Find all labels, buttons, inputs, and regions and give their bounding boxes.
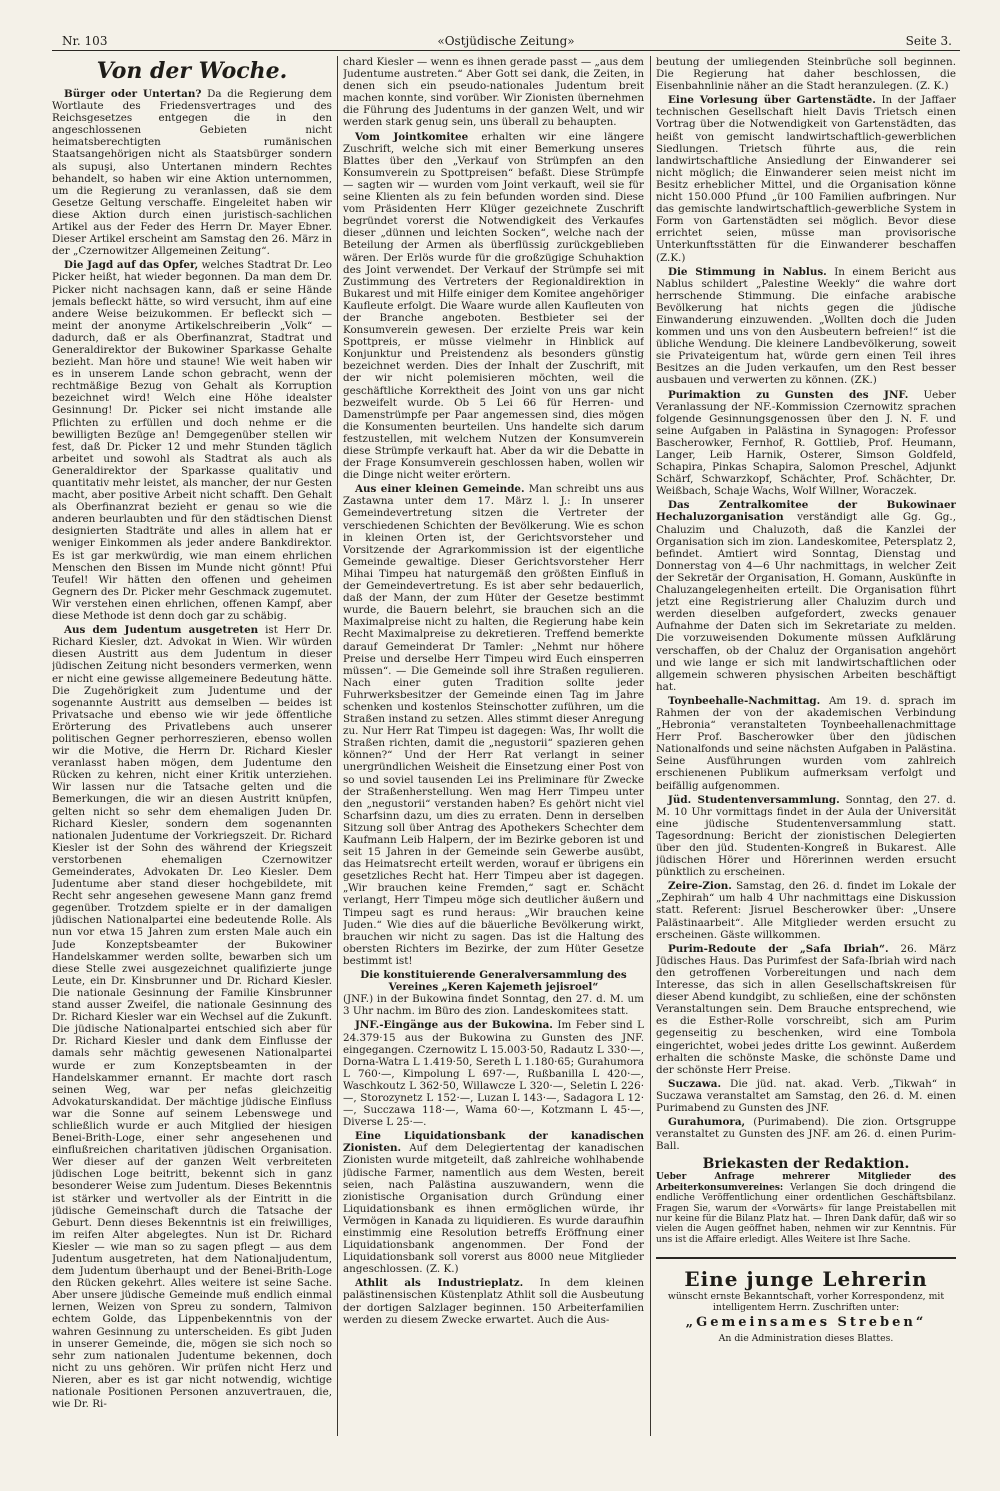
article-body: Sonntag, den 27. d. M. 10 Uhr vormittags findet in der Aula der Universität eine jüdische Studentenversammlung statt. Tagesordnung: Bericht der zionistischen Delegierten über den jüd. Studenten-Kongreß in Bukarest. Alle jüdischen Hörer und Hörerinnen werden ersucht pünktlich zu erscheinen.: [656, 793, 956, 879]
article-body: Ueber Veranlassung der NF.-Kommission Czernowitz sprachen folgende Gesinnungsgenossen über den J. N. F. und seine Aufgaben in Palästina in Synagogen: Professor Bascherowker, Fernhof, R. Gottlieb, Prof. Heumann, Langer, Leib Harnik, Osterer, Simson Goldfeld, Schapira, Pinkas Schapira, Salomon Preschel, Adjunkt Schärf, Schwarzkopf, Schächter, Prof. Schächter, Dr. Weißbach, Schaje Wachs, Wolf Willner, Woraczek.: [656, 388, 956, 498]
article-gartenstaedte: [656, 94, 956, 263]
article-body: verständigt alle Gg. Gg., Chaluzim und Chaluzoth, daß die Kanzlei der Organisation sich im zion. Landeskomitee, Petersplatz 2, befindet. Amtiert wird Sonntag, Dienstag und Donnerstag von 4—6 Uhr nachmittags, in welcher Zeit der Sekretär der Organisation, H. Gomann, Auskünfte in Chaluzangelegenheiten erteilt. Die Organisation führt jetzt eine Registrierung aller Chaluzim durch und werden dieselben aufgefordert, zwecks genauer Aufnahme der Daten sich im Sekretariate zu melden. Die vorzuweisenden Dokumente müssen Aufklärung verschaffen, ob der Chaluz der Organisation angehört und wie lange er sich mit landwirtschaftlichen oder allgemein schweren physischen Arbeiten beschäftigt hat.: [656, 511, 956, 693]
column-1: [52, 56, 332, 1436]
issue-number: Nr. 103: [62, 34, 108, 48]
article-continuation: beutung der umliegenden Steinbrüche soll beginnen. Die Regierung hat daher beschlossen, die Eisenbahnlinie näher an die Stadt heranzulegen. (Z. K.): [656, 56, 956, 93]
article-purim-redoute: [656, 943, 956, 1076]
article-lead: Die Jagd auf das Opfer,: [64, 259, 199, 272]
ad-title: Eine junge Lehrerin: [684, 1267, 928, 1292]
article-buerger: [52, 88, 332, 257]
article-liquidationsbank: [343, 1130, 644, 1275]
briefkasten-lead: Ueber Anfrage mehrerer Mitglieder des Arbeiterkonsumvereines:: [656, 1172, 956, 1193]
article-body: In der Jaffaer technischen Gesellschaft hielt Davis Trietsch einen Vortrag über die Notwendigkeit von Gartenstädten, das heißt von gemischt landwirtschaftlich-gewerblichen Siedlungen. Trietsch führte aus, die rein landwirtschaftliche Ansiedlung der Einwanderer sei nicht möglich; die Einwanderer seien meist nicht im Besitz erheblicher Mittel, und die Organisation könne nicht 150.000 Pfund „ür 100 Familien aufbringen. Nur das gemischte landwirtschaftlich-gewerbliche System in Form von Gartenstädten sei möglich. Bevor diese errichtet seien, müsse man provisorische Unterkunftsstätten für die Einwanderer beschaffen (Z.K.): [656, 94, 956, 264]
article-lead: Gurahumora,: [668, 1116, 746, 1129]
page-header: [52, 30, 960, 50]
article-body: ist Herr Dr. Richard Kiesler, dzt. Advokat in Wien. Wir würden diesen Austritt aus dem Judentum in dieser jüdischen Zeitung nicht besonders vermerken, wenn er nicht eine gewisse allgemeinere Bedeutung hätte. Die Zugehörigkeit zum Judentume und der sogenannte Austritt aus demselben — beides ist Privatsache und ebenso wie wir jede öffentliche Erörterung des Privatlebens auch unserer politischen Gegner perhorreszieren, ebenso wollen wir die Motive, die Herrn Dr. Richard Kiesler veranlasst haben mögen, dem Judentume den Rücken zu kehren, nicht einer Kritik unterziehen. Wir lassen nur die Tatsache gelten und die Bemerkungen, die wir an diesen Austritt knüpfen, gelten nicht so sehr dem ehemaligen Juden Dr. Richard Kiesler, sondern dem sogenannten nationalen Judentume der Vorkriegszeit. Dr. Richard Kiesler ist der Sohn des während der Kriegszeit verstorbenen ehemaligen Czernowitzer Gemeinderates, Advokaten Dr. Leo Kiesler. Dem Judentume aber stand dieser hochgebildete, mit Recht sehr angesehen gewesene Mann ganz fremd gegenüber. Trotzdem spielte er in der damaligen jüdischen Nationalpartei eine bedeutende Rolle. Als nun vor etwa 15 Jahren zum ersten Male auch ein Jude Konzeptsbeamter der Bukowiner Handelskammer werden sollte, bewarben sich um diese Stelle zwei ausgezeichnet qualifizierte junge Leute, ein Dr. Kinsbrunner und Dr. Richard Kiesler. Die nationale Gesinnung der Familie Kinsbrunner stand ausser Zweifel, die nationale Gesinnung des Dr. Richard Kiesler war ein Wechsel auf die Zukunft. Die jüdische Nationalpartei entschied sich aber für Dr. Richard Kiesler und dank dem Einflusse der damals sehr mächtig gewesenen Nationalpartei wurde er zum Konzeptsbeamten in der Handelskammer ernannt. Er machte dort rasch seinen Weg, war per nefas gleichzeitig Advokaturskandidat. Der mächtige jüdische Einfluss war die Sonne auf seinem Lebenswege und schließlich wurde er auch Mitglied der hiesigen Benei-Brith-Loge, einer sehr angesehenen und einflußreichen charitativen jüdischen Organisation. Wer dieser auf der ganzen Welt verbreiteten jüdischen Loge beitritt, bekennt sich in ganz besonderer Weise zum Judentum. Dieses Bekenntnis ist stärker und wertvoller als der Eintritt in die jüdische Gemeinschaft durch die Tatsache der Geburt. Denn dieses Bekenntnis ist ein freiwilliges, im reifen Alter abgelegtes. Nun ist Dr. Richard Kiesler — wie man so zu sagen pflegt — aus dem Judentum ausgetreten, hat dem Nationaljudentum, dem Judentum überhaupt und der Benei-Brith-Loge den Rücken gekehrt. Alles weitere ist seine Sache. Aber unsere jüdische Gemeinde muß endlich einmal lernen, Weizen von Spreu zu sondern, Talmivon echtem Golde, das Lippenbekenntnis von der wahren Gesinnung zu unterscheiden. Es gibt Juden in unserer Gemeinde, die, mögen sie sich noch so sehr zum nationalen Judentume bekennen, doch nicht zu uns gehören. Wir prüfen nicht Herz und Nieren, aber es ist gar nicht notwendig, wichtige nationale Positionen Personen anzuvertrauen, die, wie Dr. Ri-: [52, 624, 332, 1411]
article-body: Im Feber sind L 24.379·15 aus der Bukowina zu Gunsten des JNF. eingegangen. Czernowitz L 15.003·50, Radautz L 330·—, Dorna-Watra L 1.419·50, Sereth L 1.180·65; Gurahumora L 760·—, Kimpolung L 697·—, Rußbanilla L 420·—, Waschkoutz L 362·50, Willawcze L 320·—, Seletin L 226·—, Storozynetz L 152·—, Luzan L 143·—, Sadagora L 12·—, Succzawa 118·—, Wama 60·—, Kotzmann L 45·—, Diverse L 25·—.: [343, 1019, 644, 1129]
article-body: Die jüd. nat. akad. Verb. „Tikwah“ in Suczawa veranstaltet am Samstag, den 26. d. M. einen Purimabend zu Gunsten des JNF.: [656, 1077, 956, 1114]
article-studentenversammlung: [656, 794, 956, 879]
article-lead: Zeire-Zion.: [668, 880, 732, 893]
article-columns: [52, 56, 960, 1436]
article-lead: Aus einer kleinen Gemeinde.: [355, 483, 525, 496]
article-gurahumora: [656, 1116, 956, 1152]
column-divider: [650, 56, 651, 1436]
article-lead: Aus dem Judentum ausgetreten: [64, 624, 259, 637]
article-body: (Purimabend). Die zion. Ortsgruppe veranstaltet zu Gunsten des JNF. am 26. d. einen Purim-Ball.: [656, 1116, 956, 1153]
article-nablus: [656, 266, 956, 387]
article-body: welches Stadtrat Dr. Leo Picker heißt, hat wieder begonnen. Da man dem Dr. Picker nicht nachsagen kann, daß er seine Hände jemals befleckt hätte, so wird versucht, ihm auf eine andere Weise beizukommen. Er befleckt sich — meint der anonyme Artikelschreiberin „Volk“ — dadurch, daß er als Oberfinanzrat, Stadtrat und Generaldirektor der Bukowiner Sparkasse Gehalte bezieht. Man höre und staune! Wie weit haben wir es in unserem Lande schon gebracht, wenn der rechtmäßige Bezug von Gehalt als Korruption bezeichnet wird! Welch eine Höhe idealster Gesinnung! Dr. Picker sei nicht imstande alle Pflichten zu erfüllen und doch nehme er die bewilligten Bezüge an! Demgegenüber stellen wir fest, daß Dr. Picker 12 und mehr Stunden täglich arbeitet und sowohl als Stadtrat als auch als Generaldirektor der Sparkasse qualitativ und quantitativ mehr leistet, als mancher, der nur Gesten macht, aber positive Arbeit nicht schafft. Den Gehalt als Oberfinanzrat bezieht er genau so wie die anderen beurlaubten und für den städtischen Dienst designierten Stadträte und alles in allem hat er weniger Einkommen als jeder andere Bankdirektor. Es ist gar merkwürdig, wie man einem ehrlichen Menschen den Bissen im Munde nicht gönnt! Pfui Teufel! Wir hätten den offenen und geheimen Gegnern des Dr. Picker mehr Geschmack zugemutet. Wir verstehen einen ehrlichen, offenen Kampf, aber diese Methode ist denn doch gar zu schäbig.: [52, 259, 332, 623]
column-3: [656, 56, 956, 1436]
newspaper-name: «Ostjüdische Zeitung»: [437, 34, 575, 48]
article-suczawa: [656, 1078, 956, 1114]
article-kleine-gemeinde: [343, 483, 644, 967]
column-2: [343, 56, 644, 1436]
ad-reference: „Gemeinsames Streben“: [685, 1315, 927, 1331]
classified-ad: [656, 1257, 956, 1344]
article-jnf-eingaenge: [343, 1019, 644, 1128]
ad-address: An die Administration dieses Blattes.: [718, 1333, 894, 1345]
article-lead: Bürger oder Untertan?: [64, 88, 202, 100]
article-jointkomitee: [343, 131, 644, 482]
article-toynbeehalle: [656, 695, 956, 792]
article-lead: Purim-Redoute der „Safa Ibriah“.: [668, 942, 889, 955]
header-rule: [52, 50, 960, 51]
article-jagd: [52, 259, 332, 622]
article-continuation: chard Kiesler — wenn es ihnen gerade passt — „aus dem Judentume austreten.“ Aber Gott sei dank, die Zeiten, in denen sich ein pseudo-nationales Judentum breit machen konnte, sind vorüber. Wir Zionisten übernehmen die Führung des Judentums in der ganzen Welt, und wir werden stark genug sein, uns überall zu behaupten.: [343, 56, 644, 129]
article-body: In einem Bericht aus Nablus schildert „Palestine Weekly“ die wahre dort herrschende Stimmung. Die einfache arabische Bevölkerung hat nichts gegen die jüdische Einwanderung einzuwenden. „Wollten doch die Juden kommen und uns von den Ausbeutern befreien!“ ist die übliche Wendung. Die kleinere Landbevölkerung, soweit sie Privateigentum hat, würde gern einen Teil ihres Besitzes an die Juden verkaufen, um den Rest besser ausbauen und verwerten zu können. (ZK.): [656, 265, 956, 387]
article-lead: Das Zentralkomitee der Bukowinaer Hechaluzorganisation: [656, 499, 956, 524]
article-lead: Eine Liquidationsbank der kanadischen Zionisten.: [343, 1130, 644, 1155]
article-lead: JNF.-Eingänge aus der Bukowina.: [355, 1019, 553, 1032]
article-lead: Toynbeehalle-Nachmittag.: [668, 694, 821, 707]
article-body: Man schreibt uns aus Zastawna unter dem 17. März l. J.: In unserer Gemeindevertretung sitzen die Vertreter der verschiedenen Schichten der Bevölkerung. Wie es schon in kleinen Orten ist, der Gerichtsvorsteher und Vorsitzende der Agrarkommission ist der eigentliche Gemeinde gewaltige. Dieser Gerichtsvorsteher Herr Mihai Timpeu hat naturgemäß den größten Einfluß in der Gemeindevertretung. Es ist aber sehr bedauerlich, daß der Mann, der zum Hüter der Gesetze bestimmt wurde, die Bauern belehrt, sie brauchen sich an die Maximalpreise nicht zu halten, die Regierung habe kein Recht Maximalpreise zu dekretieren. Treffend bemerkte darauf Gemeinderat Dr Tamler: „Nehmt nur höhere Preise und derselbe Herr Timpeu wird Euch einsperren müssen“. — Die Gemeinde soll ihre Straßen regulieren. Nach einer guten Tradition sollte jeder Fuhrwerksbesitzer der Gemeinde einen Tag im Jahre schenken und kostenlos Steinschotter zuführen, um die Straßen instand zu setzen. Alles stimmt dieser Anregung zu. Nur Herr Rat Timpeu ist dagegen: Was, Ihr wollt die Straßen richten, damit die „negustorii“ spazieren gehen können?“ Und der Herr Rat verlangt in seiner unergründlichen Weisheit die Einsetzung einer Post von so und soviel tausenden Lei ins Preliminare für Zwecke der Straßenherstellung. Wen mag Herr Timpeu unter den „negustorii“ verstanden haben? Es gehört nicht viel Scharfsinn dazu, um dies zu erraten. Denn in derselben Sitzung soll über Antrag des Apothekers Schechter dem Kaufmann Leib Halpern, der im Bezirke geboren ist und seit 15 Jahren in der Gemeinde sein Gewerbe ausübt, das Heimatsrecht erteilt werden, worauf er übrigens ein gesetzliches Recht hat. Herr Timpeu aber ist dagegen. „Wir brauchen keine Fremden,“ sagt er. Schächt verlangt, Herr Timpeu möge sich deutlicher äußern und Timpeu sagt es rund heraus: „Wir brauchen keine Juden.“ Wie dies auf die bäuerliche Bevölkerung wirkt, brauchen wir nicht zu sagen. Das ist die Haltung des obersten Richters im Bezirke, der zum Hüter Gesetze bestimmt ist!: [343, 483, 644, 967]
article-athlit: [343, 1277, 644, 1325]
article-lead: Purimaktion zu Gunsten des JNF.: [668, 388, 909, 401]
article-purimaktion: [656, 389, 956, 498]
section-masthead: Von der Woche.: [96, 58, 288, 84]
briefkasten-text: Verlangen Sie doch dringend die endliche Veröffentlichung einer ordentlichen Geschäftsbilanz. Fragen Sie, warum der «Vorwärts» für lange Preistabellen mit nur keine für die Bilanz Platz hat. — Ihren Dank dafür, daß wir so vielen die Augen geöffnet haben, nehmen wir zur Kenntnis. Für uns ist die Affaire erledigt. Alles Weitere ist Ihre Sache.: [656, 1182, 956, 1245]
article-lead: Eine Vorlesung über Gartenstädte.: [668, 94, 876, 107]
article-body: Am 19. d. sprach im Rahmen der von der akademischen Verbindung „Hebronia“ veranstalteten Toynbeehallenachmittage Herr Prof. Bascherowker über den jüdischen Nationalfonds und seine nächsten Aufgaben in Palästina. Seine Ausführungen wurden vom zahlreich erschienenen Publikum aufmerksam verfolgt und beifällig aufgenommen.: [656, 694, 956, 792]
article-body: 26. März Jüdisches Haus. Das Purimfest der Safa-Ibriah wird nach den getroffenen Vorbereitungen und nach dem Interesse, das sich in allen Gesellschaftskreisen für dieser Abend kundgibt, zu schließen, eine der schönsten Veranstaltungen sein. Dem Brauche entsprechend, wie es die Esther-Rolle vorschreibt, sich am Purim gegenseitig zu beschenken, wird eine Tombola eingerichtet, wobei jedes dritte Los gewinnt. Außerdem erhalten die schönste Maske, die schönste Dame und der schönste Herr Preise.: [656, 942, 956, 1076]
briefkasten-heading: Briekasten der Redaktion.: [702, 1156, 910, 1173]
article-body: Da die Regierung dem Wortlaute des Friedensvertrages und des Reichsgesetzes entgegen die in den angeschlossenen Gebieten nicht heimatsberechtigten rumänischen Staatsangehörigen nicht als Staatsbürger sondern als supuşi, also Untertanen mindern Rechtes behandelt, so haben wir eine Aktion unternommen, um die Regierung zu veranlassen, daß sie dem Gesetze Geltung verschaffe. Eingeleitet haben wir diese Aktion durch einen juristisch-sachlichen Artikel aus der Feder des Herrn Dr. Mayer Ebner. Dieser Artikel erscheint am Samstag den 26. März in der „Czernowitzer Allgemeinen Zeitung“.: [52, 88, 332, 258]
article-body: (JNF.) in der Bukowina findet Sonntag, den 27. d. M. um 3 Uhr nachm. im Büro des zion. Landeskomitees statt.: [343, 993, 644, 1018]
article-lead: Athlit als Industrieplatz.: [355, 1277, 524, 1290]
article-heading: Die konstituierende Generalversammlung des Vereines „Keren Kajemeth jejisroel“: [360, 969, 627, 994]
briefkasten-body: [656, 1172, 956, 1245]
page-number: Seite 3.: [905, 34, 952, 48]
article-zeire-zion: [656, 880, 956, 940]
article-body: erhalten wir eine längere Zuschrift, welche sich mit einer Bemerkung unseres Blattes über den „Verkauf von Strümpfen an den Konsumverein zu Spottpreisen“ befaßt. Diese Strümpfe — sagten wir — wurden vom Joint verkauft, weil sie für seine Klienten als zu fein befunden worden sind. Diese vom Präsidenten Herr Klüger gezeichnete Zuschrift begründet vorerst die Notwendigkeit des Verkaufes dieser „dünnen und leichten Socken“, welche nach der Beteilung der Armen als überflüssig zurückgeblieben wären. Der Erlös wurde für die großzügige Schuhaktion des Joint verwendet. Der Verkauf der Strümpfe sei mit Zustimmung des Vertreters der Regionaldirektion in Bukarest und mit Hilfe einiger dem Komitee angehöriger Kaufleute erfolgt. Die Waare wurde allen Kaufleuten von der Branche angeboten. Bestbieter sei der Konsumverein gewesen. Der erzielte Preis war kein Spottpreis, er müsse vielmehr in Hinblick auf Konjunktur und Preistendenz als besonders günstig bezeichnet werden. Dies der Inhalt der Zuschrift, mit der wir nicht polemisieren möchten, weil die geschäftliche Korrektheit des Joint von uns gar nicht bezweifelt wurde. Ob 5 Lei 66 für Herren- und Damenstrümpfe per Paar angemessen sind, dies mögen die Konsumenten beurteilen. Uns handelte sich darum festzustellen, mit welchem Nutzen der Konsumverein diese Strümpfe verkauft hat. Aber da wir die Debatte in der Frage Konsumverein geschlossen haben, wollen wir die Dinge nicht weiter erörtern.: [343, 130, 644, 482]
article-hechaluz: [656, 499, 956, 693]
article-body: Samstag, den 26. d. findet im Lokale der „Zephirah“ um halb 4 Uhr nachmittags eine Diskussion statt. Referent: Jisruel Bescherowker über: „Unsere Palästinaarbeit“. Alle Mitglieder werden ersucht zu erscheinen. Gäste willkommen.: [656, 880, 956, 941]
ad-text: wünscht ernste Bekanntschaft, vorher Korrespondenz, mit intelligentem Herrn. Zuschriften unter:: [667, 1291, 945, 1314]
article-lead: Die Stimmung in Nablus.: [668, 265, 827, 278]
article-lead: Jüd. Studentenversammlung.: [668, 793, 840, 806]
article-lead: Suczawa.: [668, 1077, 722, 1090]
column-divider: [337, 56, 338, 1436]
article-ausgetreten: [52, 624, 332, 1410]
article-body: In dem kleinen palästinensischen Küstenplatz Athlit soll die Ausbeutung der dortigen Salzlager beginnen. 150 Arbeiterfamilien werden zu diesem Zwecke erwartet. Auch die Aus-: [343, 1277, 644, 1326]
article-lead: Vom Jointkomitee: [355, 130, 469, 143]
article-body: Auf dem Delegiertentag der kanadischen Zionisten wurde mitgeteilt, daß zahlreiche wohlhabende jüdische Farmer, namentlich aus dem Westen, bereit seien, nach Palästina auszuwandern, wenn die zionistische Organisation durch Gründung einer Liquidationsbank es ihnen ermöglichen würde, ihr Vermögen in Kanada zu liquidieren. Es wurde daraufhin einstimmig eine Resolution betreffs Eröffnung einer Liquidationsbank angenommen. Der Fond der Liquidationsbank soll vorerst aus 8000 neue Mitglieder angeschlossen. (Z. K.): [343, 1142, 644, 1276]
